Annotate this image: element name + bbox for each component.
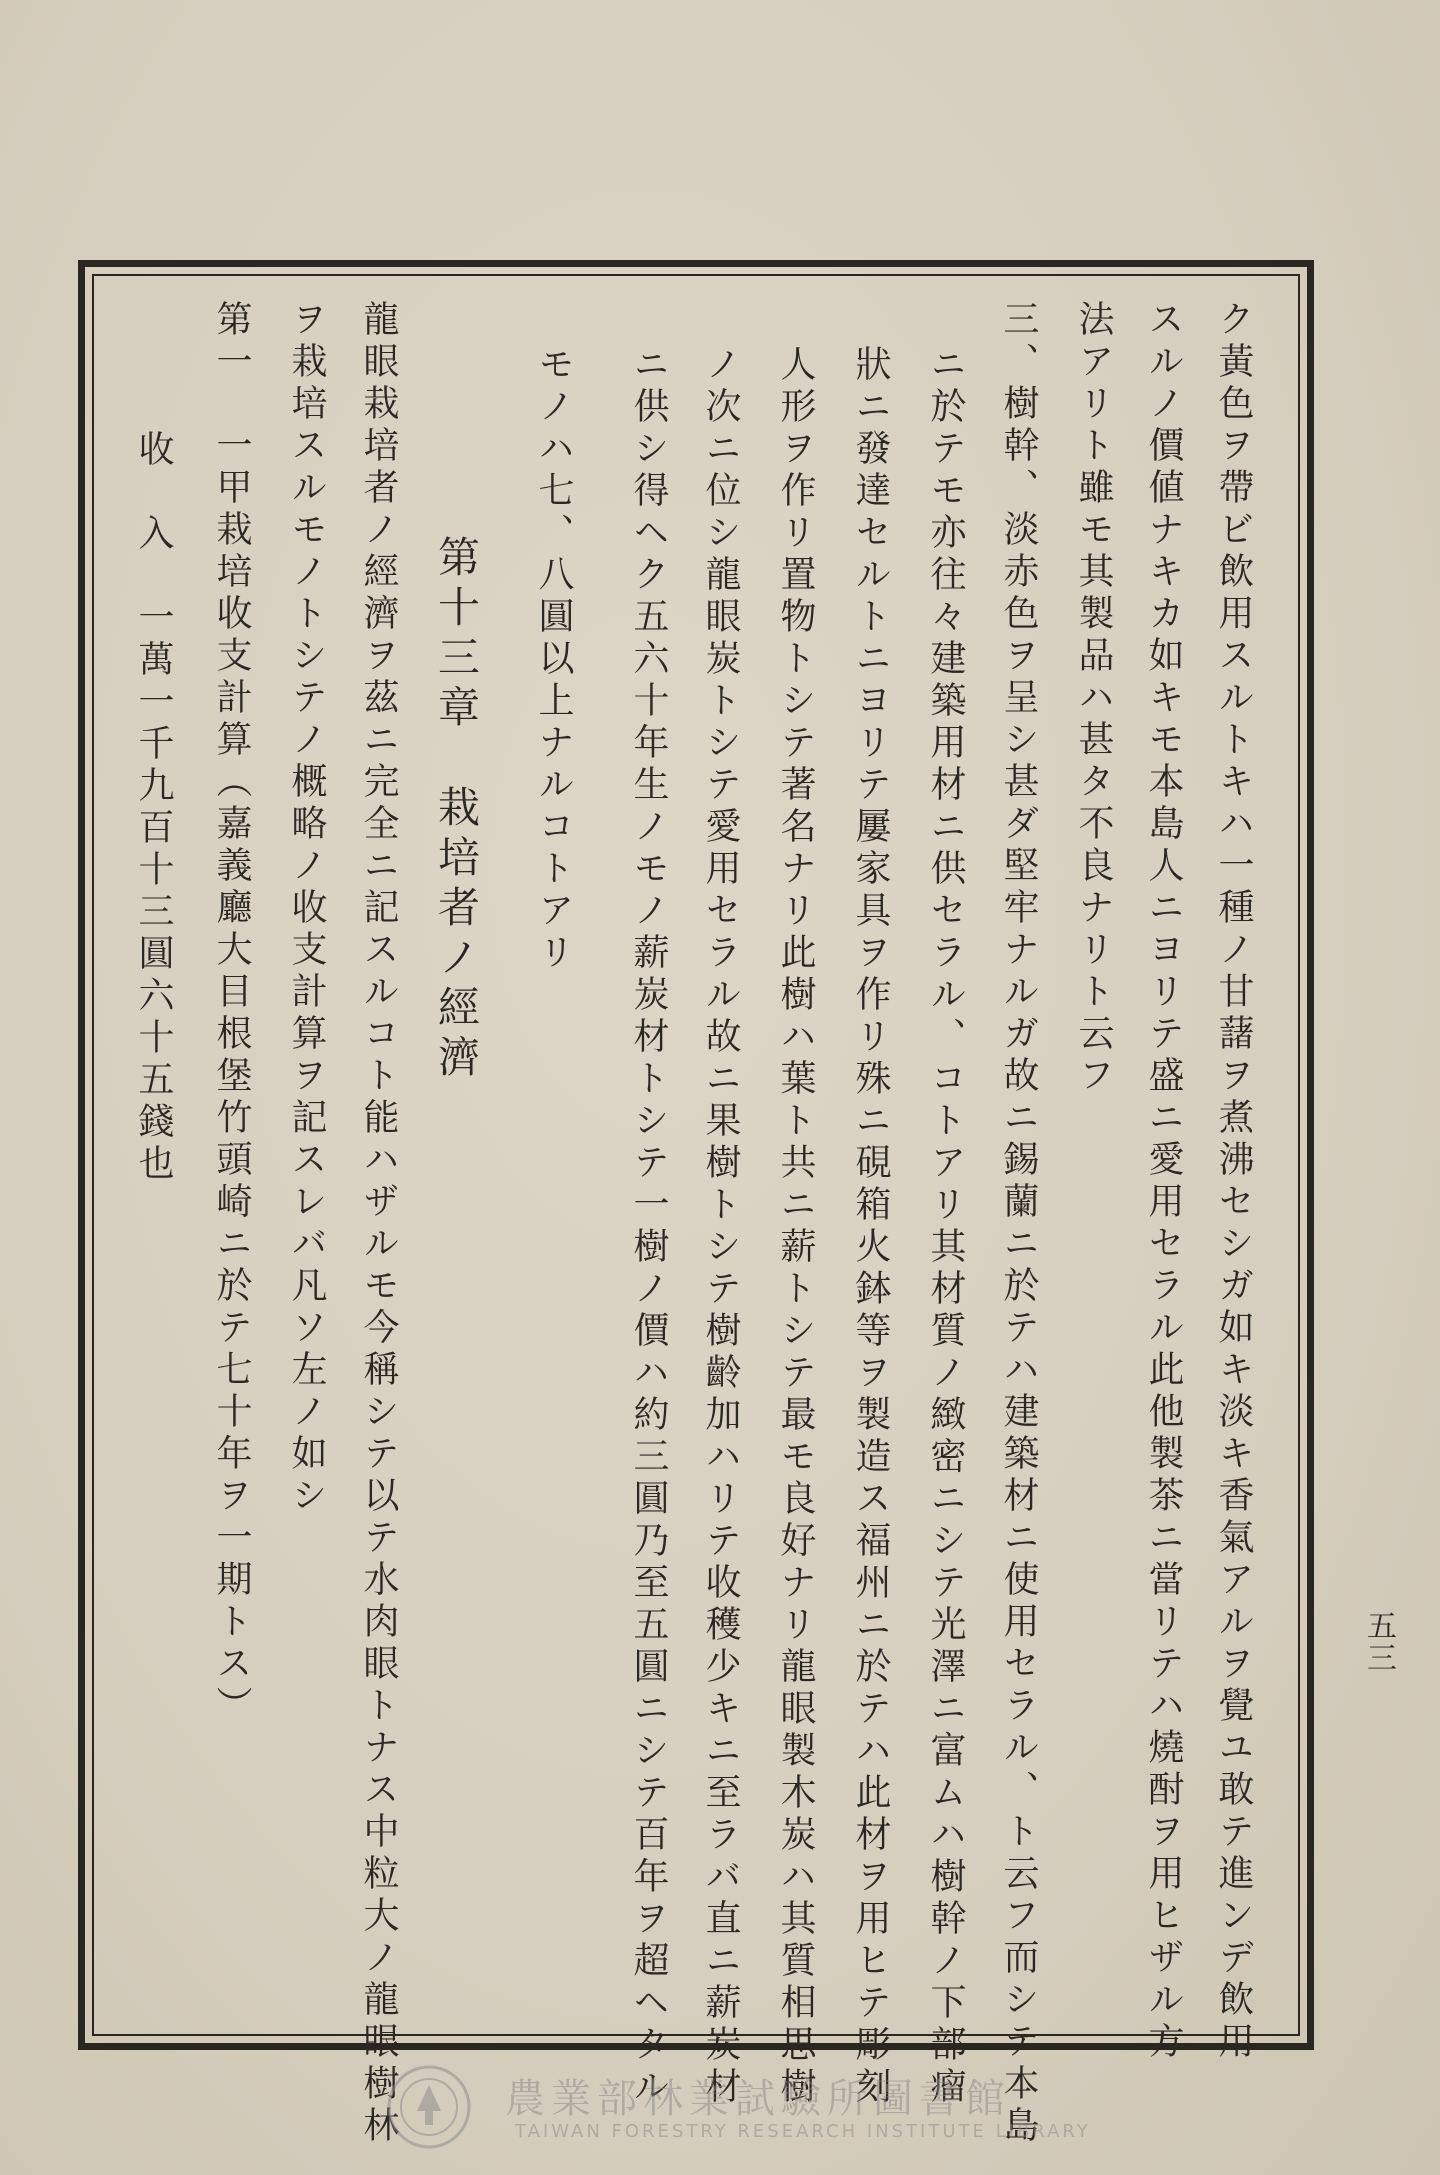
chapter-title: 第十三章 栽培者ノ經濟 <box>432 535 481 1085</box>
library-watermark <box>385 2063 1091 2153</box>
text-column-13: 第一 一甲栽培收支計算（嘉義廳大目根堡竹頭崎ニ於テ七十年ヲ一期トス） <box>211 300 252 1728</box>
text-column-10: モノハ七、八圓以上ナルコトアリ <box>533 345 574 975</box>
text-column-14: 收 入 一萬一千九百十三圓六十五錢也 <box>133 430 174 1186</box>
text-column-6: 狀ニ發達セルトニヨリテ屢家具ヲ作リ殊ニ硯箱火鉢等ヲ製造ス福州ニ於テハ此材ヲ用ヒテ彫刻 <box>850 345 891 2109</box>
watermark-chinese-text: 農業部林業試驗所圖書館 <box>505 2076 1011 2122</box>
text-column-4: 三、樹幹、淡赤色ヲ呈シ甚ダ堅牢ナルガ故ニ錫蘭ニ於テハ建築材ニ使用セラル、ト云フ而シテ本島 <box>998 300 1039 2148</box>
text-column-8: ノ次ニ位シ龍眼炭トシテ愛用セラル故ニ果樹トシテ樹齡加ハリテ收穫少キニ至ラバ直ニ薪炭材 <box>700 345 741 2109</box>
text-column-9: ニ供シ得ヘク五六十年生ノモノ薪炭材トシテ一樹ノ價ハ約三圓乃至五圓ニシテ百年ヲ超ヘタル <box>628 345 669 2109</box>
library-seal-icon <box>385 2063 473 2151</box>
text-column-1: ク黃色ヲ帶ビ飲用スルトキハ一種ノ甘藷ヲ煮沸セシガ如キ淡キ香氣アルヲ覺ユ敢テ進ンデ飲用 <box>1213 300 1254 2064</box>
text-column-12: ヲ栽培スルモノトシテノ概略ノ收支計算ヲ記スレバ凡ソ左ノ如シ <box>286 300 327 1518</box>
watermark-english-text: TAIWAN FORESTRY RESEARCH INSTITUTE LIBRARY <box>515 2121 1091 2142</box>
page-number: 五三 <box>1361 1610 1396 1674</box>
page-border-inner <box>92 274 1300 2036</box>
text-column-5: ニ於テモ亦往々建築用材ニ供セラル、コトアリ其材質ノ緻密ニシテ光澤ニ富ムハ樹幹ノ下部瘤 <box>925 345 966 2109</box>
text-column-7: 人形ヲ作リ置物トシテ著名ナリ此樹ハ葉ト共ニ薪トシテ最モ良好ナリ龍眼製木炭ハ其質相思樹 <box>775 345 816 2109</box>
text-column-11: 龍眼栽培者ノ經濟ヲ茲ニ完全ニ記スルコト能ハザルモ今稱シテ以テ水肉眼トナス中粒大ノ龍眼樹林 <box>358 300 399 2148</box>
text-column-2: スルノ價値ナキカ如キモ本島人ニヨリテ盛ニ愛用セラル此他製茶ニ當リテハ燒酎ヲ用ヒザル方 <box>1143 300 1184 2064</box>
text-column-3: 法アリト雖モ其製品ハ甚タ不良ナリト云フ <box>1073 300 1114 1098</box>
